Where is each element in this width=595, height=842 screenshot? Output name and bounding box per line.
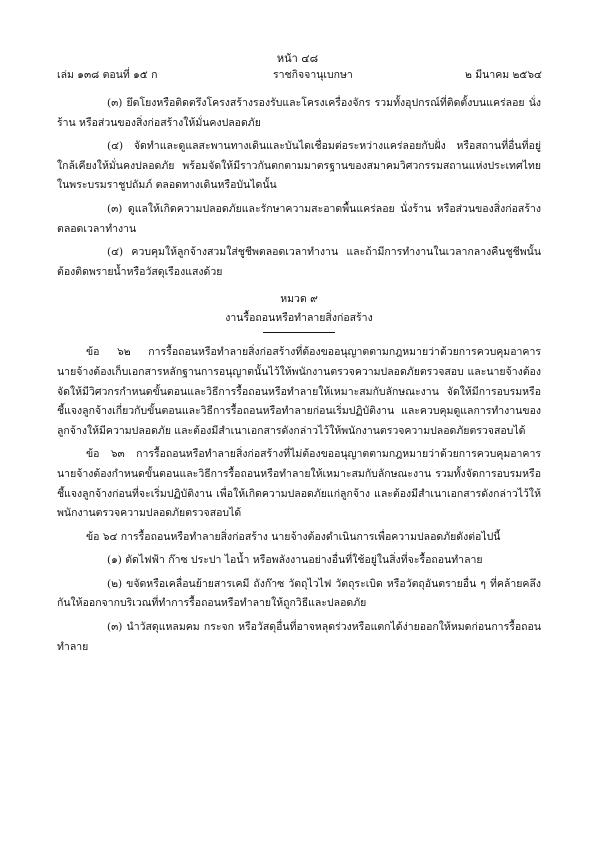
clause-item: (๓) ยึดโยงหรือติดตรึงโครงสร้างรองรับและโครงเครื่องจักร รวมทั้งอุปกรณ์ที่ติดตั้งบนแคร่ลอย นั่งร้าน หรือส่วนของสิ่งก่อสร้างให้มั่นคงปลอดภัย <box>57 97 541 129</box>
running-header <box>57 66 542 82</box>
chapter-divider <box>263 332 335 333</box>
chapter-number: หมวด ๙ <box>280 293 318 306</box>
volume-issue: เล่ม ๑๓๘ ตอนที่ ๑๕ ก <box>57 69 158 81</box>
section-paragraph: ข้อ ๖๓ การรื้อถอนหรือทำลายสิ่งก่อสร้างที่ไม่ต้องขออนุญาตตามกฎหมายว่าด้วยการควบคุมอาคาร นายจ้างต้องกำหนดขั้นตอนและวิธีการรื้อถอนหรือทำลายให้เหมาะสมกับลักษณะงาน รวมทั้งจัดการอบรมหรือชี้แจงลูกจ้างก่อนที่จะเริ่มปฏิบัติงาน เพื่อให้เกิดความปลอดภัยแก่ลูกจ้าง และต้องมีสำเนาเอกสารดังกล่าวไว้ให้พนักงานตรวจความปลอดภัยตรวจสอบได้ <box>57 448 541 520</box>
clause-item: (๔) จัดทำและดูแลสะพานทางเดินและบันไดเชื่อมต่อระหว่างแคร่ลอยกับฝั่ง หรือสถานที่อื่นที่อยู่ใกล้เคียงให้มั่นคงปลอดภัย พร้อมจัดให้มีราวกันตกตามมาตรฐานของสมาคมวิศวกรรมสถานแห่งประเทศไทย ในพระบรมราชูปถัมภ์ ตลอดทางเดินหรือบันไดนั้น <box>57 140 541 192</box>
section-paragraph: ข้อ ๖๔ การรื้อถอนหรือทำลายสิ่งก่อสร้าง นายจ้างต้องดำเนินการเพื่อความปลอดภัยดังต่อไปนี้ <box>86 530 501 543</box>
document-body <box>57 94 541 657</box>
section-paragraph: ข้อ ๖๒ การรื้อถอนหรือทำลายสิ่งก่อสร้างที่ต้องขออนุญาตตามกฎหมายว่าด้วยการควบคุมอาคาร นายจ้างต้องเก็บเอกสารหลักฐานการอนุญาตนั้นไว้ให้พนักงานตรวจความปลอดภัยตรวจสอบ และนายจ้างต้องจัดให้มีวิศวกรกำหนดขั้นตอนและวิธีการรื้อถอนหรือทำลายให้เหมาะสมกับลักษณะงาน จัดให้มีการอบรมหรือชี้แจงลูกจ้างเกี่ยวกับขั้นตอนและวิธีการรื้อถอนหรือทำลายก่อนเริ่มปฏิบัติงาน และควบคุมดูแลการทำงานของลูกจ้างให้มีความปลอดภัย และต้องมีสำเนาเอกสารดังกล่าวไว้ให้พนักงานตรวจความปลอดภัยตรวจสอบได้ <box>57 346 541 437</box>
chapter-title: งานรื้อถอนหรือทำลายสิ่งก่อสร้าง <box>225 312 373 325</box>
page-number: หน้า ๔๘ <box>276 52 319 65</box>
clause-item: (๓) ดูแลให้เกิดความปลอดภัยและรักษาความสะอาดพื้นแคร่ลอย นั่งร้าน หรือส่วนของสิ่งก่อสร้างตลอดเวลาทำงาน <box>57 202 541 235</box>
clause-item: (๒) ขจัดหรือเคลื่อนย้ายสารเคมี ถังก๊าซ วัตถุไวไฟ วัตถุระเบิด หรือวัตถุอันตรายอื่น ๆ ที่คล้ายคลึงกันให้ออกจากบริเวณที่ทำการรื้อถอนหรือทำลายให้ถูกวิธีและปลอดภัย <box>57 577 541 610</box>
clause-item: (๓) นำวัสดุแหลมคม กระจก หรือวัสดุอื่นที่อาจหลุดร่วงหรือแตกได้ง่ายออกให้หมดก่อนการรื้อถอนทำลาย <box>57 621 541 653</box>
clause-item: (๔) ควบคุมให้ลูกจ้างสวมใส่ชูชีพตลอดเวลาทำงาน และถ้ามีการทำงานในเวลากลางคืนชูชีพนั้นต้องติดพรายน้ำหรือวัสดุเรืองแสงด้วย <box>57 246 541 278</box>
gazette-title: ราชกิจจานุเบกษา <box>273 69 353 81</box>
publication-date: ๒ มีนาคม ๒๕๖๔ <box>464 69 542 81</box>
clause-item: (๑) ตัดไฟฟ้า ก๊าซ ประปา ไอน้ำ หรือพลังงานอย่างอื่นที่ใช้อยู่ในสิ่งที่จะรื้อถอนทำลาย <box>107 554 483 567</box>
